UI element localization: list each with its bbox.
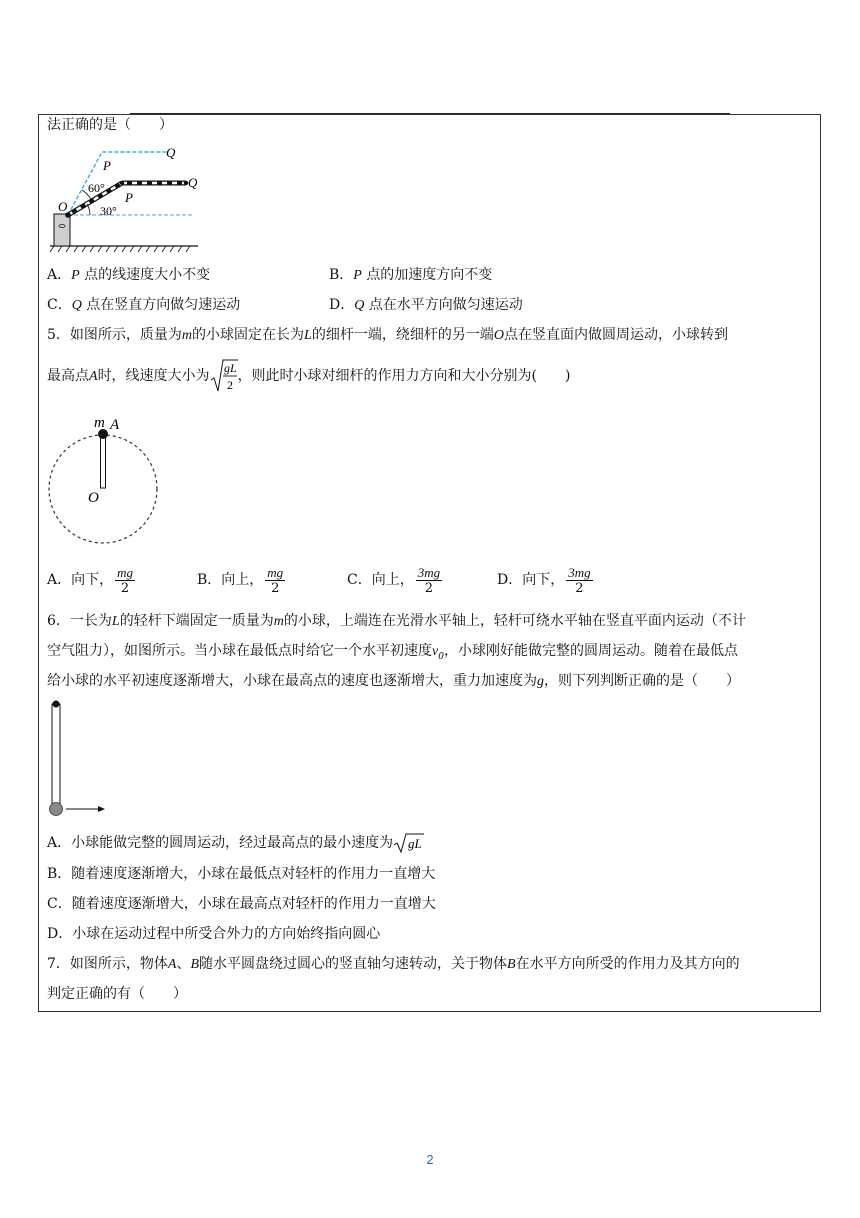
q4-figure [46, 140, 206, 255]
q4-label-60: 60° [88, 181, 105, 195]
q4-label-P-lower: P [125, 190, 133, 205]
q7-stem-line2: 判定正确的有（ ） [47, 986, 187, 1002]
q4-option-b-label: B． [329, 267, 354, 283]
q6-option-d[interactable]: D．小球在运动过程中所受合外力的方向始终指向圆心 [47, 926, 381, 942]
q4-option-c[interactable] [47, 296, 240, 315]
q4-option-d-text: 点在水平方向做匀速运动 [368, 297, 523, 313]
q4-option-c-text: 点在竖直方向做匀速运动 [86, 297, 241, 313]
q4-label-O: O [58, 199, 68, 214]
q5-figure [46, 412, 160, 548]
q6-stem-line2: 空气阻力），如图所示。当小球在最低点时给它一个水平初速度$v_0$，小球刚好能做完整的圆周运动。随着在最低点 [47, 643, 738, 662]
q6-stem-line1: 6．一长为L的轻杆下端固定一质量为m的小球，上端连在光滑水平轴上，轻杆可绕水平轴在竖直平面内运动（不计 [47, 613, 746, 629]
q4-option-b-var: P [353, 268, 362, 283]
q5-label-m: m [94, 415, 105, 431]
q5-option-d[interactable]: D．向下， $\frac{3mg}{2}$ [497, 564, 591, 596]
q4-option-b-text: 点的加速度方向不变 [366, 267, 493, 283]
q5-label-A: A [110, 417, 120, 433]
q4-stem-tail: 法正确的是（ ） [47, 117, 173, 133]
q5-stem-line2: 最高点A时，线速度大小为 gL 2 ，则此时小球对细杆的作用力方向和大小分别为( ) [47, 358, 571, 394]
svg-text:2: 2 [226, 378, 233, 392]
q4-option-a-text: 点的线速度大小不变 [84, 267, 211, 283]
svg-text:gL: gL [408, 836, 422, 851]
q6-figure [44, 698, 110, 820]
q5-option-a[interactable]: A．向下， $\frac{mg}{2}$ [47, 564, 134, 596]
q7-stem-line1: 7．如图所示，物体A、B随水平圆盘绕过圆心的竖直轴匀速转动，关于物体B在水平方向所受的作用力及其方向的 [47, 956, 740, 972]
q4-option-a[interactable] [47, 266, 210, 285]
q6-option-c[interactable]: C．随着速度逐渐增大，小球在最高点对轻杆的作用力一直增大 [47, 896, 436, 912]
q4-label-Q-upper: Q [166, 145, 176, 160]
q4-option-a-var: P [71, 268, 80, 283]
q4-option-c-label: C． [47, 297, 72, 313]
q5-option-c[interactable]: C．向上， $\frac{3mg}{2}$ [347, 564, 441, 596]
q6-sqrt-gL [393, 832, 425, 854]
q4-option-b[interactable] [329, 266, 492, 285]
q6-stem-line3: 给小球的水平初速度逐渐增大，小球在最高点的速度也逐渐增大，重力加速度为g，则下列判断正确的是（ ） [47, 673, 740, 689]
q5-label-O: O [88, 490, 99, 506]
svg-text:gL: gL [223, 361, 237, 375]
q6-option-a[interactable]: A．小球能做完整的圆周运动，经过最高点的最小速度为 gL [47, 832, 425, 854]
q4-label-Q-lower: Q [188, 175, 198, 190]
q4-option-d-var: Q [354, 298, 365, 313]
q5-sqrt-expression [210, 358, 238, 394]
q6-option-b[interactable]: B．随着速度逐渐增大，小球在最低点对轻杆的作用力一直增大 [47, 866, 436, 882]
q4-option-d[interactable] [329, 296, 523, 315]
q4-option-a-label: A． [47, 267, 72, 283]
q4-option-c-var: Q [71, 298, 82, 313]
q4-option-d-label: D． [329, 297, 355, 313]
q4-label-30: 30° [100, 204, 117, 218]
q4-label-P-upper: P [103, 158, 111, 173]
q5-stem-line1: 5．如图所示，质量为m的小球固定在长为L的细杆一端，绕细杆的另一端O点在竖直面内做圆周运动，小球转到 [47, 327, 728, 343]
page-number: 2 [426, 1152, 434, 1167]
q5-option-b[interactable]: B．向上， $\frac{mg}{2}$ [197, 564, 284, 596]
